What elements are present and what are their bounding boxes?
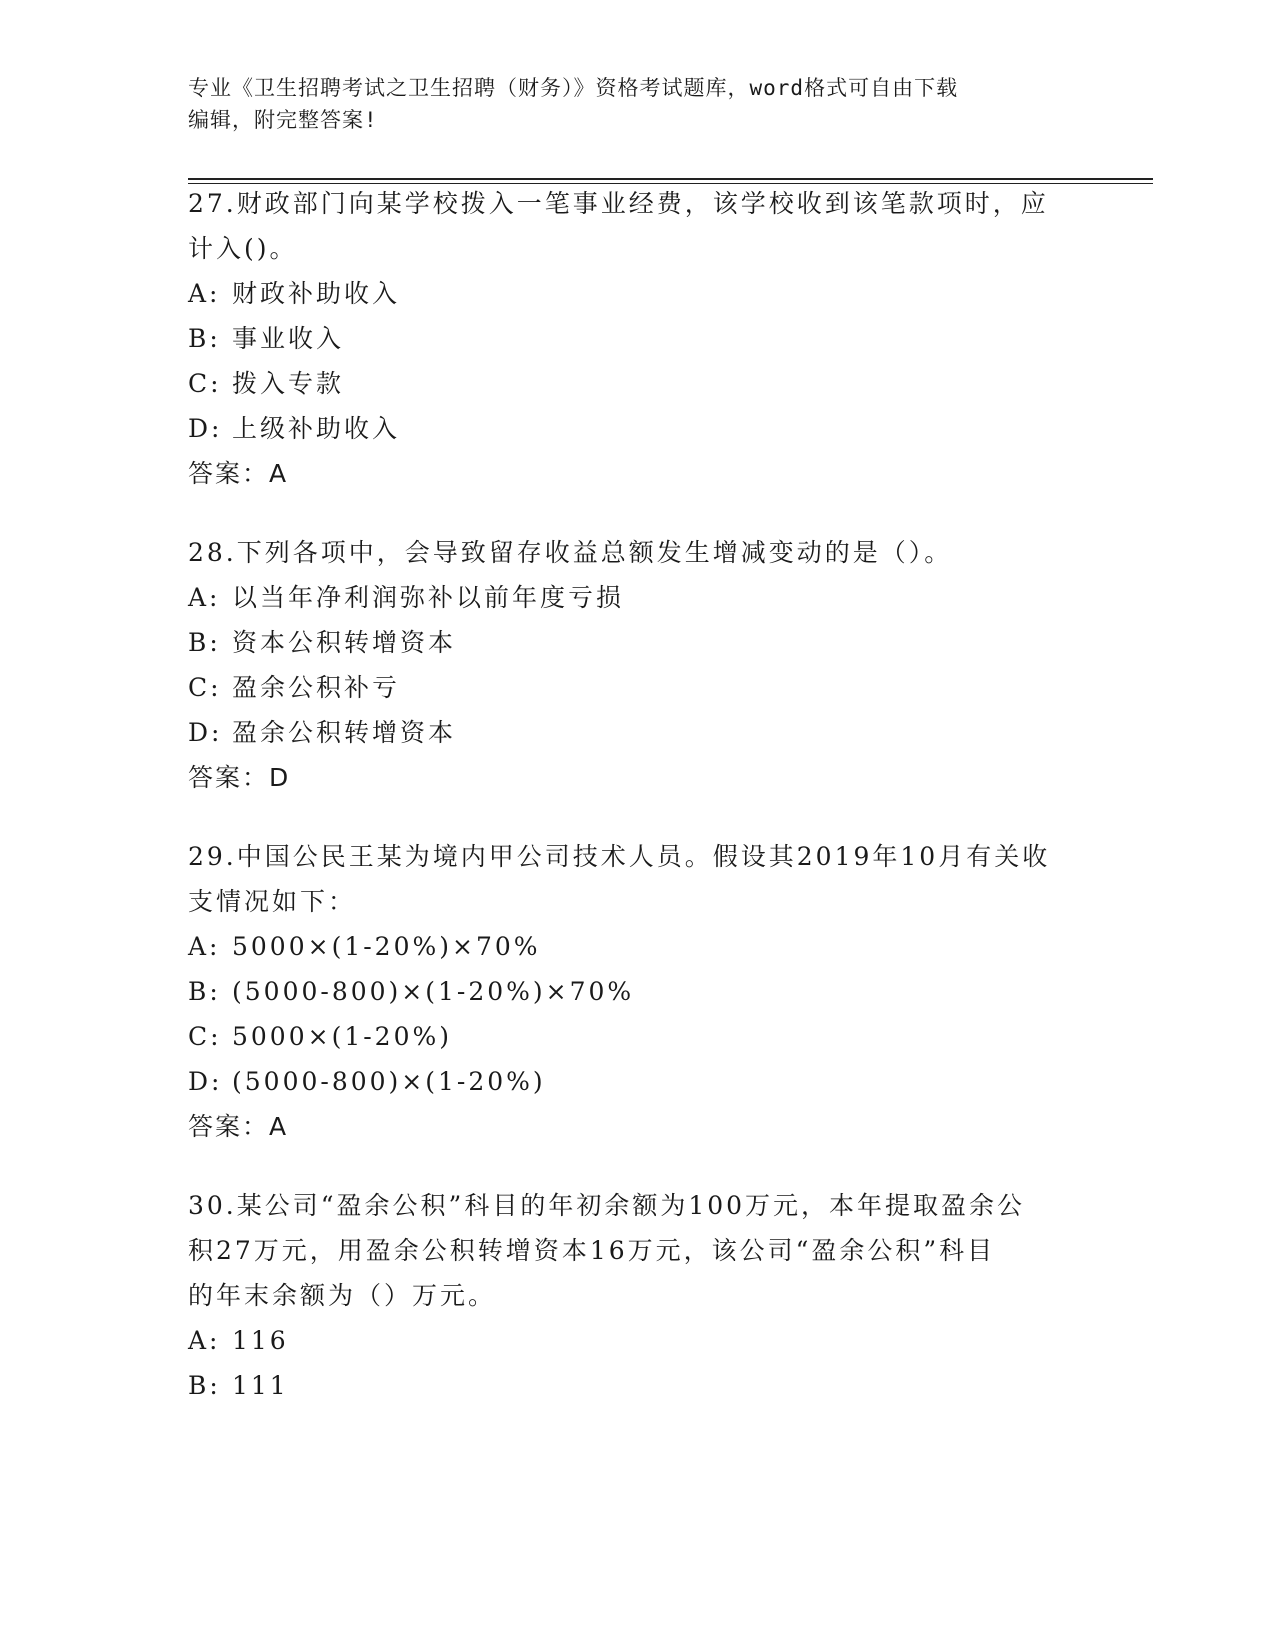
- question-30: [188, 1183, 1088, 1408]
- question-text-line: 的年末余额为（）万元。: [188, 1281, 497, 1310]
- option-text: 资本公积转增资本: [232, 628, 457, 657]
- question-text-line: 29.中国公民王某为境内甲公司技术人员。假设其2019年10月有关收: [188, 842, 1051, 871]
- option-key: C:: [188, 369, 222, 398]
- option-c: [188, 665, 1088, 710]
- option-text: 116: [232, 1326, 289, 1355]
- question-text-line: 28.下列各项中，会导致留存收益总额发生增减变动的是（）。: [188, 538, 953, 567]
- option-b: [188, 1363, 1088, 1408]
- question-27: [188, 181, 1088, 496]
- option-key: B:: [188, 324, 221, 353]
- option-text: 以当年净利润弥补以前年度亏损: [232, 583, 625, 612]
- option-d: [188, 406, 1088, 451]
- option-key: A:: [188, 1326, 221, 1355]
- option-key: A:: [188, 583, 221, 612]
- option-text: 事业收入: [232, 324, 345, 353]
- option-text: (5000-800)×(1-20%)×70%: [232, 977, 635, 1006]
- header-line-1: 专业《卫生招聘考试之卫生招聘（财务）》资格考试题库，word格式可自由下载: [188, 76, 959, 100]
- option-text: 拨入专款: [232, 369, 345, 398]
- header-divider-thick: [188, 178, 1153, 180]
- option-text: 5000×(1-20%): [232, 1022, 452, 1051]
- option-text: 5000×(1-20%)×70%: [232, 932, 541, 961]
- option-d: [188, 1059, 1088, 1104]
- option-key: B:: [188, 1371, 221, 1400]
- document-header: [188, 72, 1068, 136]
- option-text: 上级补助收入: [232, 414, 401, 443]
- question-29: [188, 834, 1088, 1149]
- option-b: [188, 620, 1088, 665]
- option-key: B:: [188, 977, 221, 1006]
- option-c: [188, 1014, 1088, 1059]
- option-a: [188, 575, 1088, 620]
- answer-line: 答案：A: [188, 459, 289, 488]
- question-text-line: 支情况如下：: [188, 887, 357, 916]
- option-key: C:: [188, 1022, 222, 1051]
- option-a: [188, 271, 1088, 316]
- option-text: (5000-800)×(1-20%): [232, 1067, 546, 1096]
- option-key: A:: [188, 932, 221, 961]
- option-key: A:: [188, 279, 221, 308]
- question-text-line: 27.财政部门向某学校拨入一笔事业经费，该学校收到该笔款项时，应: [188, 189, 1049, 218]
- option-text: 财政补助收入: [232, 279, 401, 308]
- question-text-line: 计入()。: [188, 234, 298, 263]
- answer-line: 答案：A: [188, 1112, 289, 1141]
- option-text: 盈余公积转增资本: [232, 718, 457, 747]
- option-key: D:: [188, 718, 223, 747]
- option-d: [188, 710, 1088, 755]
- option-text: 盈余公积补亏: [232, 673, 401, 702]
- option-key: C:: [188, 673, 222, 702]
- option-c: [188, 361, 1088, 406]
- option-a: [188, 1318, 1088, 1363]
- answer-line: 答案：D: [188, 763, 291, 792]
- header-line-2: 编辑，附完整答案!: [188, 108, 378, 132]
- option-a: [188, 924, 1088, 969]
- option-key: D:: [188, 414, 223, 443]
- option-b: [188, 316, 1088, 361]
- question-text-line: 30.某公司“盈余公积”科目的年初余额为100万元，本年提取盈余公: [188, 1191, 1026, 1220]
- option-text: 111: [232, 1371, 289, 1400]
- option-b: [188, 969, 1088, 1014]
- option-key: D:: [188, 1067, 223, 1096]
- question-text-line: 积27万元，用盈余公积转增资本16万元，该公司“盈余公积”科目: [188, 1236, 996, 1265]
- question-28: [188, 530, 1088, 800]
- option-key: B:: [188, 628, 221, 657]
